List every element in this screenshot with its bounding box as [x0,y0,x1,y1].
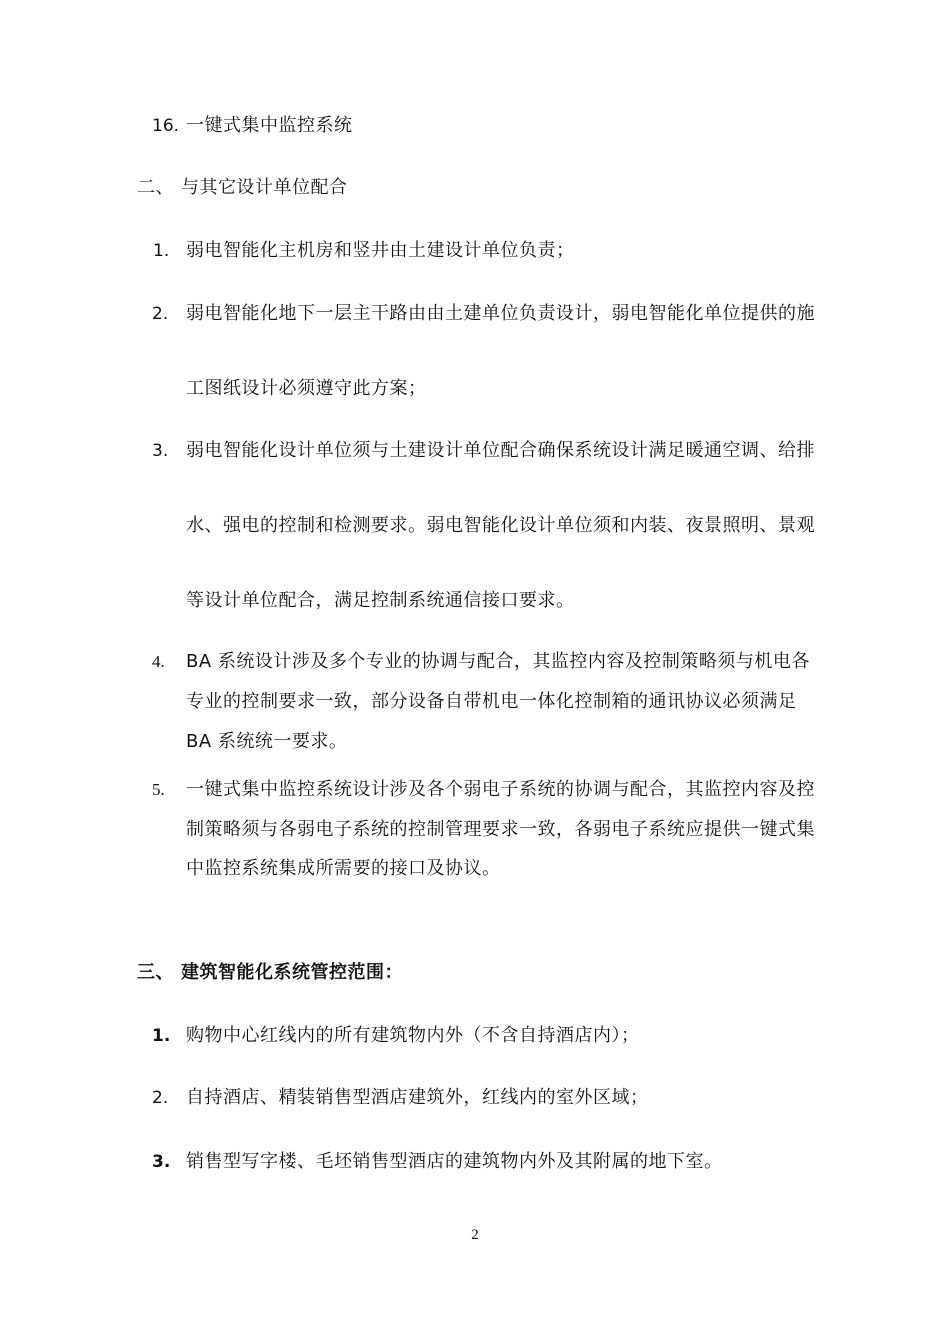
section3-item2-number: 2. [152,1088,169,1108]
section2-heading-number: 二、 [137,177,174,198]
section2-item5-line1: 一键式集中监控系统设计涉及各个弱电子系统的协调与配合，其监控内容及控 [186,779,815,800]
section2-heading: 与其它设计单位配合 [181,177,348,198]
section2-item1-line1: 弱电智能化主机房和竖井由土建设计单位负责； [186,240,575,261]
section2-item3-line2: 水、强电的控制和检测要求。弱电智能化设计单位须和内装、夜景照明、景观 [186,515,815,536]
page-number: 2 [471,1227,479,1243]
section3-item3-number: 3. [152,1152,171,1172]
section2-item4-line3: BA 系统统一要求。 [186,731,348,752]
section2-item2-number: 2. [152,304,169,324]
section3-item2-text: 自持酒店、精装销售型酒店建筑外，红线内的室外区域； [186,1087,649,1108]
section2-item5-line3: 中监控系统集成所需要的接口及协议。 [186,858,501,879]
section2-item3-number: 3. [152,441,169,461]
section2-item3-line3: 等设计单位配合，满足控制系统通信接口要求。 [186,590,575,611]
top-item-text: 一键式集中监控系统 [186,115,353,136]
section2-item4-line1: BA 系统设计涉及多个专业的协调与配合，其监控内容及控制策略须与机电各 [186,651,810,672]
section2-item2-line2: 工图纸设计必须遵守此方案； [186,378,427,399]
section3-item1-text: 购物中心红线内的所有建筑物内外（不含自持酒店内）； [186,1025,640,1046]
section2-item1-number: 1. [153,241,170,261]
section2-item4-line2: 专业的控制要求一致，部分设备自带机电一体化控制箱的通讯协议必须满足 [186,691,797,712]
section3-item1-number: 1. [152,1026,171,1046]
section2-item5-line2: 制策略须与各弱电子系统的控制管理要求一致，各弱电子系统应提供一键式集 [186,819,815,840]
section2-item2-line1: 弱电智能化地下一层主干路由由土建单位负责设计，弱电智能化单位提供的施 [186,303,815,324]
top-item-number: 16. [152,116,180,136]
section2-item3-line1: 弱电智能化设计单位须与土建设计单位配合确保系统设计满足暖通空调、给排 [186,440,815,461]
section3-item3-text: 销售型写字楼、毛坯销售型酒店的建筑物内外及其附属的地下室。 [186,1151,723,1172]
section3-heading-number: 三、 [137,962,174,983]
section2-item4-number: 4. [152,652,165,671]
section3-heading: 建筑智能化系统管控范围： [181,962,403,983]
section2-item5-number: 5. [152,780,165,799]
